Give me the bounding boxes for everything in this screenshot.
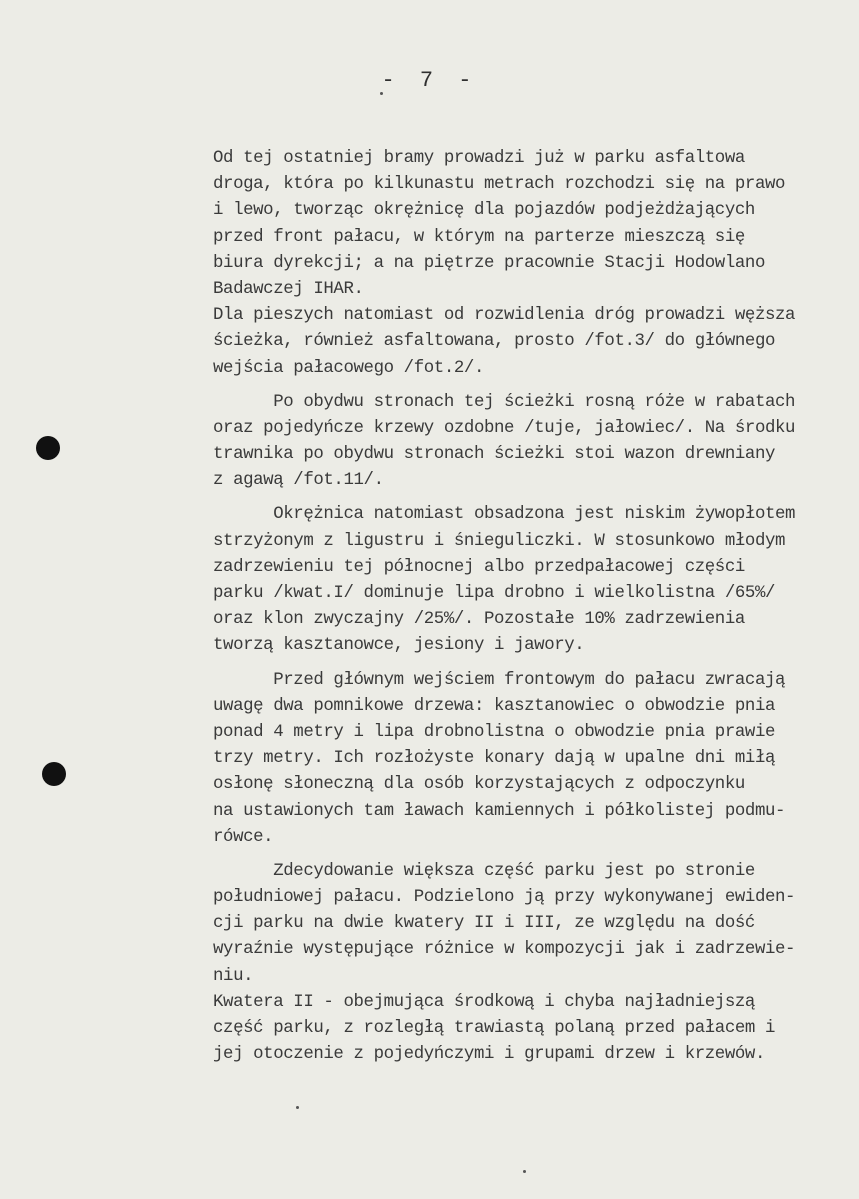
text-line: wyraźnie występujące różnice w kompozycji jak i zadrzewie-	[213, 940, 796, 960]
body-text	[213, 146, 833, 1068]
paragraph-gap	[213, 494, 833, 502]
text-line: trzy metry. Ich rozłożyste konary dają w upalne dni miłą	[213, 749, 776, 769]
text-line: część parku, z rozległą trawiastą polaną przed pałacem i	[213, 1019, 776, 1038]
paragraph	[213, 502, 833, 659]
text-line: parku /kwat.I/ dominuje lipa drobno i wielkolistna /65%/	[213, 584, 776, 603]
text-line: ponad 4 metry i lipa drobnolistna o obwodzie pnia prawie	[213, 722, 776, 742]
text-line: strzyżonym z ligustru i śnieguliczki. W stosunkowo młodym	[213, 531, 786, 551]
text-line: Okrężnica natomiast obsadzona jest niskim żywopłotem	[213, 505, 796, 525]
text-line: cji parku na dwie kwatery II i III, ze względu na dość	[213, 914, 755, 934]
text-line: ścieżka, również asfaltowana, prosto /fot.3/ do głównego	[213, 332, 776, 352]
paragraph-gap	[213, 660, 833, 668]
text-line: przed front pałacu, w którym na parterze mieszczą się	[213, 227, 745, 247]
text-line: na ustawionych tam ławach kamiennych i półkolistej podmu-	[213, 801, 786, 821]
text-line: z agawą /fot.11/.	[213, 471, 384, 491]
text-line: Badawczej IHAR.	[213, 279, 364, 299]
text-line: osłonę słoneczną dla osób korzystających z odpoczynku	[213, 775, 745, 795]
paper-speck	[523, 1170, 526, 1173]
punch-hole	[42, 762, 66, 786]
text-line: jej otoczenie z pojedyńczymi i grupami drzew i krzewów.	[213, 1045, 765, 1065]
text-line: oraz pojedyńcze krzewy ozdobne /tuje, jałowiec/. Na środku	[213, 418, 796, 438]
paper-speck	[296, 1106, 299, 1109]
text-line: tworzą kasztanowce, jesiony i jawory.	[213, 636, 585, 656]
text-line: rówce.	[213, 827, 274, 847]
text-line: Zdecydowanie większa część parku jest po stronie	[213, 861, 755, 881]
text-line: Kwatera II - obejmująca środkową i chyba najładniejszą	[213, 992, 755, 1012]
text-line: biura dyrekcji; a na piętrze pracownie Stacji Hodowlano	[213, 253, 765, 273]
text-line: Dla pieszych natomiast od rozwidlenia dróg prowadzi węższa	[213, 306, 796, 326]
text-line: południowej pałacu. Podzielono ją przy wykonywanej ewiden-	[213, 888, 796, 908]
punch-hole	[36, 436, 60, 460]
paragraph	[213, 390, 833, 495]
text-line: wejścia pałacowego /fot.2/.	[213, 358, 484, 378]
text-line: niu.	[213, 966, 254, 986]
paragraph-gap	[213, 382, 833, 390]
text-line: i lewo, tworząc okrężnicę dla pojazdów podjeżdżających	[213, 201, 755, 221]
text-line: uwagę dwa pomnikowe drzewa: kasztanowiec o obwodzie pnia	[213, 696, 776, 716]
paragraph	[213, 146, 833, 382]
text-line: Przed głównym wejściem frontowym do pałacu zwracają	[213, 670, 786, 690]
paragraph	[213, 859, 833, 1069]
text-line: trawnika po obydwu stronach ścieżki stoi wazon drewniany	[213, 445, 776, 465]
page-number: - 7 -	[381, 68, 478, 93]
paragraph-gap	[213, 851, 833, 859]
text-line: zadrzewieniu tej północnej albo przedpałacowej części	[213, 557, 745, 577]
text-line: droga, która po kilkunastu metrach rozchodzi się na prawo	[213, 175, 786, 195]
paragraph	[213, 668, 833, 851]
text-line: Po obydwu stronach tej ścieżki rosną róże w rabatach	[213, 392, 796, 412]
text-line: oraz klon zwyczajny /25%/. Pozostałe 10% zadrzewienia	[213, 610, 745, 630]
text-line: Od tej ostatniej bramy prowadzi już w parku asfaltowa	[213, 149, 745, 168]
